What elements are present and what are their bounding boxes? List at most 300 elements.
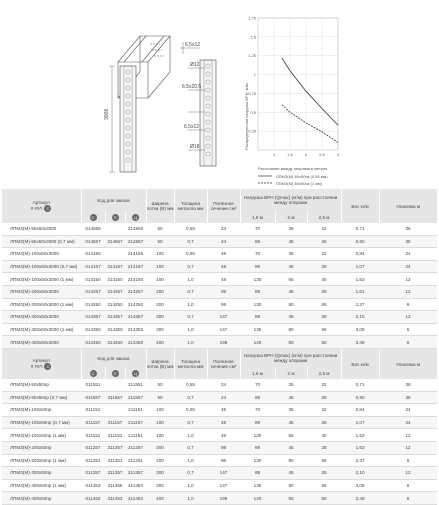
table-cell: 211357 — [125, 467, 146, 480]
x-tick-label: 2 — [304, 152, 308, 157]
table-cell: 130 — [240, 429, 275, 442]
slot-hole — [206, 136, 210, 140]
x-tick-label: 1,5 — [287, 152, 293, 157]
table-cell: 40 — [307, 429, 341, 442]
table-cell: 214150 — [125, 273, 146, 286]
table-cell: 6 — [379, 336, 437, 349]
table-cell: 200 — [146, 298, 174, 311]
table-cell: 214555 — [125, 223, 146, 235]
table-cell: 50 — [146, 223, 174, 235]
table-cell: 0,71 — [341, 379, 379, 391]
series-line — [282, 58, 338, 125]
table-cell: 45 — [275, 260, 307, 273]
table-cell: 48 — [207, 429, 240, 442]
table-cell: 28 — [307, 441, 341, 454]
cell-article: ЛПМЗ(М)-200х50х3000 (1 мм) — [2, 298, 81, 311]
col-load-15: 1,5 м — [240, 211, 275, 223]
dim-label: 6,5x12 — [185, 42, 201, 48]
table-cell: 311251 — [105, 454, 125, 467]
table-cell: 214350 — [125, 323, 146, 336]
table-cell: 0,7 — [174, 285, 207, 298]
table-cell: 55 — [307, 323, 341, 336]
table-cell: 014555 — [81, 223, 105, 235]
slot-hole — [206, 96, 210, 100]
table-cell: 6 — [379, 323, 437, 336]
table-cell: 55 — [307, 479, 341, 492]
table-cell: 014250 — [81, 298, 105, 311]
slot-hole — [126, 70, 130, 74]
table-cell: 35 — [275, 404, 307, 417]
cell-article: ЛПМЗ(М)-100х50х3000 (0,7 мм) — [2, 260, 81, 273]
col-code: Код для заказа — [81, 349, 146, 367]
table-cell: 200 — [146, 441, 174, 454]
article-label: Артикул — [32, 200, 50, 205]
table-cell: 45 — [275, 311, 307, 324]
chart-x-ticks — [273, 152, 340, 157]
col-load-15: 1,5 м — [240, 367, 275, 379]
table-row — [2, 416, 437, 429]
table-cell: 45 — [275, 467, 307, 480]
table-cell — [105, 379, 125, 391]
col-package: Упаковка м — [379, 349, 437, 379]
code-variant-icon: П — [105, 211, 125, 223]
cell-article: ЛПМЗ(М)-400х50пр — [2, 492, 81, 505]
table-cell: 0,71 — [341, 223, 379, 235]
table-cell: 2,37 — [341, 454, 379, 467]
table-1-body — [2, 223, 437, 348]
y-tick-label: 1,25 — [248, 53, 256, 59]
table-row — [2, 285, 437, 298]
table-cell: 200 — [146, 285, 174, 298]
table-cell: 36 — [379, 379, 437, 391]
table-row — [2, 323, 437, 336]
table-cell: 311257 — [105, 441, 125, 454]
slot-hole — [206, 152, 210, 156]
dim-label: Ø12 — [190, 62, 200, 68]
dimension-labels — [104, 42, 201, 150]
table-cell: 80 — [275, 336, 307, 349]
slot-hole — [206, 80, 210, 84]
code-variant-icon: Ц — [125, 367, 146, 379]
spec-table-1 — [2, 189, 438, 349]
col-load-25: 2,5 м — [307, 367, 341, 379]
cell-article: ЛПМЗ(М)-300х50х3000 — [2, 311, 81, 324]
col-load-2: 2 м — [275, 211, 307, 223]
table-cell: 100 — [146, 248, 174, 261]
table-cell: 28 — [307, 311, 341, 324]
col-load-2: 2 м — [275, 367, 307, 379]
table-cell: 0,55 — [174, 248, 207, 261]
chart-series — [282, 58, 338, 143]
col-load-25: 2,5 м — [307, 211, 341, 223]
table-row — [2, 404, 437, 417]
col-thickness: Толщина металла мм — [174, 349, 207, 379]
table-cell: 011453 — [81, 492, 105, 505]
y-tick-label: 0,75 — [248, 90, 256, 96]
table-cell: 211453 — [125, 492, 146, 505]
table-cell: 314250 — [105, 298, 125, 311]
table-cell: 35 — [275, 223, 307, 235]
x-tick-label: 3 — [336, 152, 340, 157]
chart-x-label: Расстояние между опорами в метрах — [258, 166, 328, 171]
table-cell: 98 — [207, 454, 240, 467]
table-cell: 011353 — [81, 479, 105, 492]
table-cell: 28 — [307, 391, 341, 404]
cell-article: ЛПМЗ(М)-50х50пр (0,7 мм) — [2, 391, 81, 404]
table-row — [2, 298, 437, 311]
cell-article: ЛПМЗ(М)-200х50пр — [2, 441, 81, 454]
table-cell: 0,90 — [341, 235, 379, 248]
article-label: Артикул — [32, 358, 50, 363]
col-weight: Вес кг/м — [341, 189, 379, 223]
chart-frame — [258, 18, 338, 150]
table-cell: 80 — [275, 323, 307, 336]
table-cell: 014450 — [81, 336, 105, 349]
cell-article: ЛПМЗ(М)-100х50пр (0,7 мм) — [2, 416, 81, 429]
code-variant-icon: П — [105, 367, 125, 379]
table-cell: 195 — [207, 492, 240, 505]
legend-item-1: ЛПМЗ(М)-60х50пк (0,55 мм) — [276, 174, 328, 179]
table-cell: 6 — [379, 492, 437, 505]
table-cell: 1,61 — [341, 285, 379, 298]
table-cell: 1,53 — [341, 429, 379, 442]
table-cell: 6 — [379, 479, 437, 492]
table-cell: 12 — [379, 285, 437, 298]
table-cell: 400 — [146, 336, 174, 349]
table-cell: 300 — [146, 467, 174, 480]
col-article — [2, 189, 81, 223]
table-cell: 014350 — [81, 323, 105, 336]
table-cell: 0,7 — [174, 235, 207, 248]
table-cell: 98 — [207, 285, 240, 298]
table-cell: 98 — [207, 441, 240, 454]
table-cell: 1,0 — [174, 479, 207, 492]
table-cell: 214157 — [125, 260, 146, 273]
table-cell: 311357 — [105, 467, 125, 480]
col-code: Код для заказа — [81, 189, 146, 211]
table-row — [2, 311, 437, 324]
table-cell: 100 — [146, 404, 174, 417]
table-cell: 70 — [240, 223, 275, 235]
table-cell: 12 — [379, 311, 437, 324]
cell-article: ЛПМЗ(М)-400х50х3000 — [2, 336, 81, 349]
y-tick-label: 1 — [253, 72, 256, 78]
series-line — [282, 105, 338, 143]
table-cell: 60 — [307, 492, 341, 505]
table-row — [2, 454, 437, 467]
table-cell: 0,7 — [174, 311, 207, 324]
table-cell: 314157 — [105, 260, 125, 273]
y-tick-label: 1,75 — [248, 15, 256, 21]
table-cell: 211151 — [125, 429, 146, 442]
table-row — [2, 479, 437, 492]
table-cell: 89 — [240, 416, 275, 429]
table-cell: 100 — [146, 273, 174, 286]
table-cell: 80 — [275, 492, 307, 505]
col-package: Упаковка м — [379, 189, 437, 223]
table-row — [2, 429, 437, 442]
in-col-label: в кол. — [31, 205, 44, 211]
table-cell: 211157 — [125, 416, 146, 429]
technical-drawing — [0, 0, 439, 188]
dim-label: Ø18 — [190, 144, 200, 150]
table-cell: 28 — [307, 235, 341, 248]
table-cell: 89 — [240, 391, 275, 404]
slot-hole — [206, 72, 210, 76]
slot-hole — [126, 102, 130, 106]
tray-front-view — [120, 60, 216, 172]
table-cell: 0,7 — [174, 441, 207, 454]
table-cell: 98 — [207, 298, 240, 311]
table-cell — [105, 223, 125, 235]
table-cell: 214250 — [125, 298, 146, 311]
table-cell: 35 — [275, 248, 307, 261]
table-cell: 50 — [146, 235, 174, 248]
table-cell: 314557 — [105, 235, 125, 248]
table-cell: 100 — [146, 416, 174, 429]
table-cell: 0,7 — [174, 260, 207, 273]
table-cell: 214450 — [125, 336, 146, 349]
table-cell: 1,0 — [174, 429, 207, 442]
col-section: Полезное сечение см² — [207, 189, 240, 223]
table-row — [2, 235, 437, 248]
table-row — [2, 379, 437, 391]
table-cell: 0,84 — [341, 404, 379, 417]
table-cell: 014157 — [81, 260, 105, 273]
table-cell: 60 — [307, 336, 341, 349]
code-variant-icon: С — [81, 211, 105, 223]
table-cell: 28 — [307, 467, 341, 480]
table-cell: 300 — [146, 323, 174, 336]
table-cell: 311557 — [105, 391, 125, 404]
table-cell: 3,08 — [341, 323, 379, 336]
table-cell: 50 — [146, 379, 174, 391]
table-cell: 214257 — [125, 285, 146, 298]
table-cell — [105, 404, 125, 417]
table-cell: 80 — [275, 298, 307, 311]
cell-article: ЛПМЗ(М)-200х50х3000 — [2, 285, 81, 298]
in-col-label: в кол. — [31, 363, 44, 369]
table-cell: 014155 — [81, 248, 105, 261]
chart-legend — [258, 174, 328, 186]
table-cell: 300 — [146, 311, 174, 324]
table-cell: 89 — [240, 441, 275, 454]
slot-hole — [206, 144, 210, 148]
table-cell: 1,0 — [174, 273, 207, 286]
table-row — [2, 492, 437, 505]
table-cell: 12 — [379, 273, 437, 286]
table-cell: 80 — [275, 454, 307, 467]
table-cell: 314357 — [105, 311, 125, 324]
table-cell: 147 — [207, 479, 240, 492]
table-cell: 1,53 — [341, 273, 379, 286]
table-cell: 1,63 — [341, 441, 379, 454]
table-cell: 011557 — [81, 391, 105, 404]
table-cell: 211257 — [125, 441, 146, 454]
table-cell: 1,0 — [174, 336, 207, 349]
y-tick-label: 0,5 — [250, 109, 256, 115]
table-cell: 50 — [146, 391, 174, 404]
table-cell: 22 — [307, 248, 341, 261]
table-cell: 3,49 — [341, 336, 379, 349]
code-variant-icon: С — [81, 367, 105, 379]
table-cell: 1,07 — [341, 416, 379, 429]
chart-y-ticks — [248, 16, 257, 134]
table-cell: 011151 — [81, 404, 105, 417]
table-cell: 36 — [379, 223, 437, 235]
slot-hole — [126, 134, 130, 138]
table-cell: 40 — [307, 273, 341, 286]
table-cell: 24 — [207, 391, 240, 404]
table-cell: 314150 — [105, 273, 125, 286]
table-cell: 1,0 — [174, 492, 207, 505]
table-row — [2, 273, 437, 286]
table-cell: 48 — [207, 248, 240, 261]
table-2-body — [2, 379, 437, 504]
table-cell: 200 — [146, 454, 174, 467]
table-cell: 2,10 — [341, 311, 379, 324]
table-cell: 28 — [307, 416, 341, 429]
table-cell: 0,55 — [174, 379, 207, 391]
table-cell: 214155 — [125, 248, 146, 261]
spec-table-2 — [2, 349, 438, 505]
slot-hole — [126, 78, 130, 82]
slot-hole — [206, 104, 210, 108]
table-cell: 314257 — [105, 285, 125, 298]
table-cell: 6 — [379, 454, 437, 467]
table-cell: 400 — [146, 492, 174, 505]
table-cell: 24 — [379, 404, 437, 417]
table-cell: 211557 — [125, 391, 146, 404]
table-cell: 214557 — [125, 235, 146, 248]
col-thickness: Толщина металла мм — [174, 189, 207, 223]
table-cell: 12 — [379, 429, 437, 442]
table-cell: 2,10 — [341, 467, 379, 480]
table-row — [2, 223, 437, 235]
col-load: Нагрузка ВРН (Qmax) (кг/м) при расстоянии между опорами — [240, 349, 341, 367]
table-cell: 65 — [275, 429, 307, 442]
table-cell: 147 — [207, 467, 240, 480]
table-cell: 011157 — [81, 416, 105, 429]
slot-hole — [126, 94, 130, 98]
table-cell: 45 — [275, 441, 307, 454]
table-cell: 0,55 — [174, 223, 207, 235]
table-cell: 45 — [275, 391, 307, 404]
table-cell: 214357 — [125, 311, 146, 324]
table-cell: 014357 — [81, 311, 105, 324]
table-cell: 211251 — [125, 454, 146, 467]
table-cell: 45 — [275, 416, 307, 429]
table-cell: 311157 — [105, 416, 125, 429]
table-row — [2, 260, 437, 273]
table-cell: 135 — [240, 479, 275, 492]
slot-hole — [126, 150, 130, 154]
table-cell: 22 — [307, 223, 341, 235]
table-cell: 28 — [307, 285, 341, 298]
table-cell: 36 — [379, 235, 437, 248]
col-width: Ширина лотка (В) мм — [146, 189, 174, 223]
table-cell: 89 — [240, 235, 275, 248]
table-cell: 014257 — [81, 285, 105, 298]
cell-article: ЛПМЗ(М)-100х50пр — [2, 404, 81, 417]
table-cell: 80 — [275, 479, 307, 492]
cell-article: ЛПМЗ(М)-50х50х3000 — [2, 223, 81, 235]
table-cell: 70 — [240, 379, 275, 391]
table-cell: 48 — [207, 416, 240, 429]
slot-hole — [206, 112, 210, 116]
table-cell: 48 — [207, 260, 240, 273]
table-cell: 3,49 — [341, 492, 379, 505]
table-cell: 1,0 — [174, 454, 207, 467]
table-cell: 48 — [207, 404, 240, 417]
table-cell: 147 — [207, 323, 240, 336]
dim-label: 6,5x20,5 — [182, 84, 202, 90]
slot-hole — [126, 158, 130, 162]
table-row — [2, 467, 437, 480]
table-cell: 100 — [146, 260, 174, 273]
table-cell: 0,84 — [341, 248, 379, 261]
table-cell: 314350 — [105, 323, 125, 336]
legend-item-2: ЛПМЗ(М)-60х50пк (1 мм) — [276, 181, 323, 186]
table-cell: 1,0 — [174, 298, 207, 311]
cell-article: ЛПМЗ(М)-300х50пр (1 мм) — [2, 479, 81, 492]
table-cell: 35 — [275, 379, 307, 391]
table-cell: 24 — [207, 235, 240, 248]
table-cell: 314450 — [105, 336, 125, 349]
table-cell: 45 — [275, 235, 307, 248]
table-cell: 24 — [379, 416, 437, 429]
table-cell: 100 — [146, 429, 174, 442]
table-cell: 011257 — [81, 441, 105, 454]
table-cell: 147 — [207, 311, 240, 324]
table-cell: 36 — [379, 391, 437, 404]
table-cell: 48 — [207, 273, 240, 286]
table-cell: 28 — [307, 260, 341, 273]
table-cell: 1,0 — [174, 323, 207, 336]
cell-article: ЛПМЗ(М)-200х50пр (1 мм) — [2, 454, 81, 467]
slot-hole — [206, 120, 210, 124]
table-cell: 24 — [207, 223, 240, 235]
dim-label: 6,5x12 — [184, 124, 200, 130]
table-cell: 311151 — [105, 429, 125, 442]
table-cell: 130 — [240, 298, 275, 311]
slot-hole — [126, 126, 130, 130]
cell-article: ЛПМЗ(М)-100х50х3000 — [2, 248, 81, 261]
slot-hole — [206, 64, 210, 68]
table-cell: 300 — [146, 479, 174, 492]
code-variant-icon: Ц — [125, 211, 146, 223]
table-cell: 1,07 — [341, 260, 379, 273]
table-cell: 0,55 — [174, 404, 207, 417]
table-cell: 22 — [307, 404, 341, 417]
dim-label: 3008 — [104, 108, 110, 120]
table-cell: 011151 — [81, 429, 105, 442]
table-cell: 0,7 — [174, 416, 207, 429]
x-tick-label: 2,5 — [319, 152, 325, 157]
table-cell: 89 — [240, 285, 275, 298]
table-cell: 89 — [240, 467, 275, 480]
table-cell: 011357 — [81, 467, 105, 480]
color-badge-icon: C — [44, 363, 51, 370]
table-cell: 011551 — [81, 379, 105, 391]
cell-article: ЛПМЗ(М)-50х50пр — [2, 379, 81, 391]
table-cell — [105, 248, 125, 261]
y-tick-label: 1,5 — [250, 34, 256, 40]
table-cell: 195 — [207, 336, 240, 349]
table-cell: 140 — [240, 336, 275, 349]
table-cell: 0,7 — [174, 467, 207, 480]
table-cell: 130 — [240, 454, 275, 467]
